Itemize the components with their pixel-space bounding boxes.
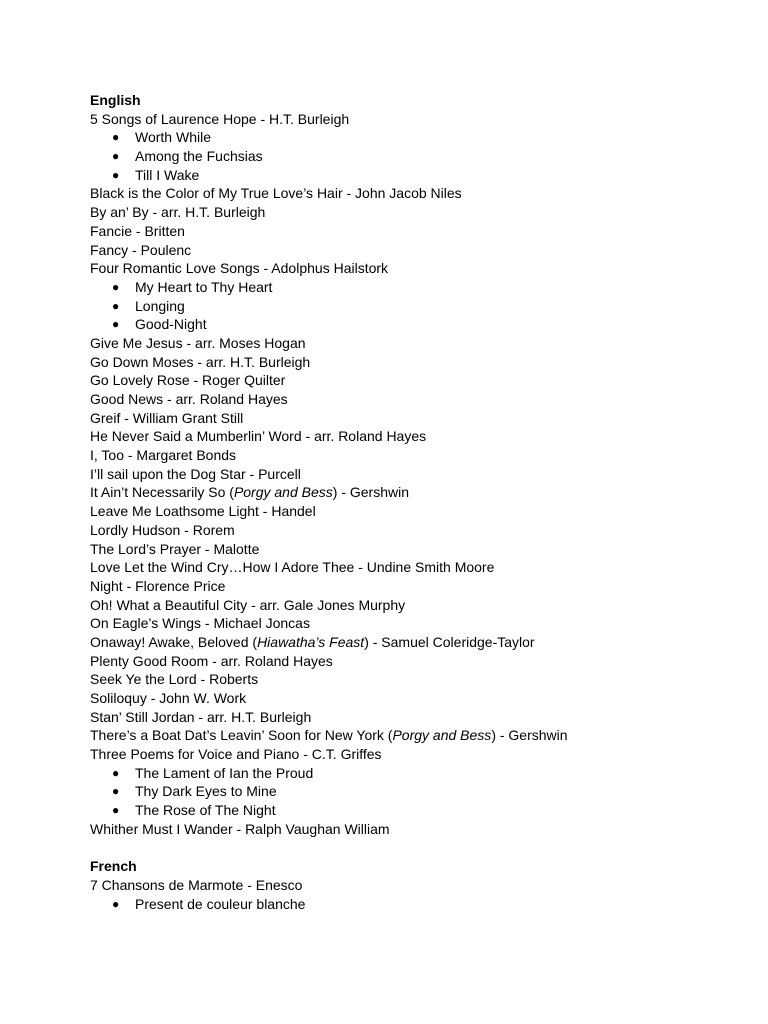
bullet-icon: ● [112,896,120,911]
song-sub-item [90,782,730,801]
song-entry: Stan’ Still Jordan - arr. H.T. Burleigh [90,708,312,725]
song-entry: 7 Chansons de Marmote - Enesco [90,876,303,893]
song-entry: Whither Must I Wander - Ralph Vaughan William [90,820,390,837]
song-entry: Go Down Moses - arr. H.T. Burleigh [90,353,311,370]
song-entry: Greif - William Grant Still [90,409,244,426]
document-body [90,91,730,913]
song-entry: Onaway! Awake, Beloved (Hiawatha’s Feast) - Samuel Coleridge-Taylor [90,633,535,650]
song-sub-item [90,801,730,820]
song-entry: There’s a Boat Dat’s Leavin’ Soon for New York (Porgy and Bess) - Gershwin [90,727,568,744]
song-entry: Give Me Jesus - arr. Moses Hogan [90,334,306,351]
bullet-icon: ● [112,317,120,332]
song-sub-item-label: Worth While [135,129,211,146]
song-sub-item [90,128,730,147]
song-entry: Love Let the Wind Cry…How I Adore Thee - Undine Smith Moore [90,559,495,576]
song-entry: Black is the Color of My True Love’s Hair - John Jacob Niles [90,185,462,202]
song-sub-item [90,166,730,185]
song-sub-item-label: Longing [135,297,185,314]
song-sub-item [90,895,730,914]
song-sub-item-label: Good-Night [135,316,207,333]
song-sub-item-label: Till I Wake [135,166,200,183]
bullet-icon: ● [112,298,120,313]
section-spacer [90,839,730,858]
song-entry: The Lord’s Prayer - Malotte [90,540,260,557]
song-sub-item-label: My Heart to Thy Heart [135,278,273,295]
song-entry: Soliloquy - John W. Work [90,690,247,706]
work-title-italic: Porgy and Bess [233,484,333,501]
bullet-icon: ● [112,803,120,818]
song-entry: I, Too - Margaret Bonds [90,447,237,464]
song-sub-item [90,297,730,316]
song-entry: By an’ By - arr. H.T. Burleigh [90,204,266,221]
bullet-icon: ● [112,279,120,294]
song-entry: He Never Said a Mumberlin’ Word - arr. Roland Hayes [90,428,427,445]
song-entry: Plenty Good Room - arr. Roland Hayes [90,652,333,669]
song-sub-item [90,147,730,166]
song-entry: Four Romantic Love Songs - Adolphus Hailstork [90,260,389,277]
bullet-icon: ● [112,149,120,164]
song-entry: I’ll sail upon the Dog Star - Purcell [90,465,301,482]
song-sub-item [90,315,730,334]
song-entry: Seek Ye the Lord - Roberts [90,671,259,688]
song-sub-item [90,278,730,297]
bullet-icon: ● [112,167,120,182]
work-title-italic: Hiawatha’s Feast [257,633,365,650]
song-entry: Fancie - Britten [90,222,185,239]
work-title-italic: Porgy and Bess [392,727,492,744]
song-entry: Lordly Hudson - Rorem [90,521,235,538]
song-entry: Go Lovely Rose - Roger Quilter [90,372,286,389]
song-sub-item-label: Among the Fuchsias [135,148,263,165]
song-entry: 5 Songs of Laurence Hope - H.T. Burleigh [90,110,350,127]
song-entry: Oh! What a Beautiful City - arr. Gale Jones Murphy [90,596,406,613]
song-entry: It Ain’t Necessarily So (Porgy and Bess) - Gershwin [90,484,410,501]
song-entry: Good News - arr. Roland Hayes [90,391,288,407]
song-entry: Leave Me Loathsome Light - Handel [90,503,316,520]
song-entry: Fancy - Poulenc [90,241,192,258]
section-heading-french: French [90,858,137,875]
song-sub-item-label: The Lament of Ian the Proud [135,764,314,781]
section-heading-english: English [90,92,141,108]
bullet-icon: ● [112,765,120,780]
song-entry: On Eagle’s Wings - Michael Joncas [90,615,310,632]
bullet-icon: ● [112,784,120,799]
bullet-icon: ● [112,130,120,145]
song-sub-item [90,764,730,783]
song-sub-item-label: Present de couleur blanche [135,895,306,912]
song-sub-item-label: Thy Dark Eyes to Mine [135,783,277,800]
song-entry: Three Poems for Voice and Piano - C.T. Griffes [90,746,382,763]
song-sub-item-label: The Rose of The Night [135,802,276,819]
song-entry: Night - Florence Price [90,577,226,594]
